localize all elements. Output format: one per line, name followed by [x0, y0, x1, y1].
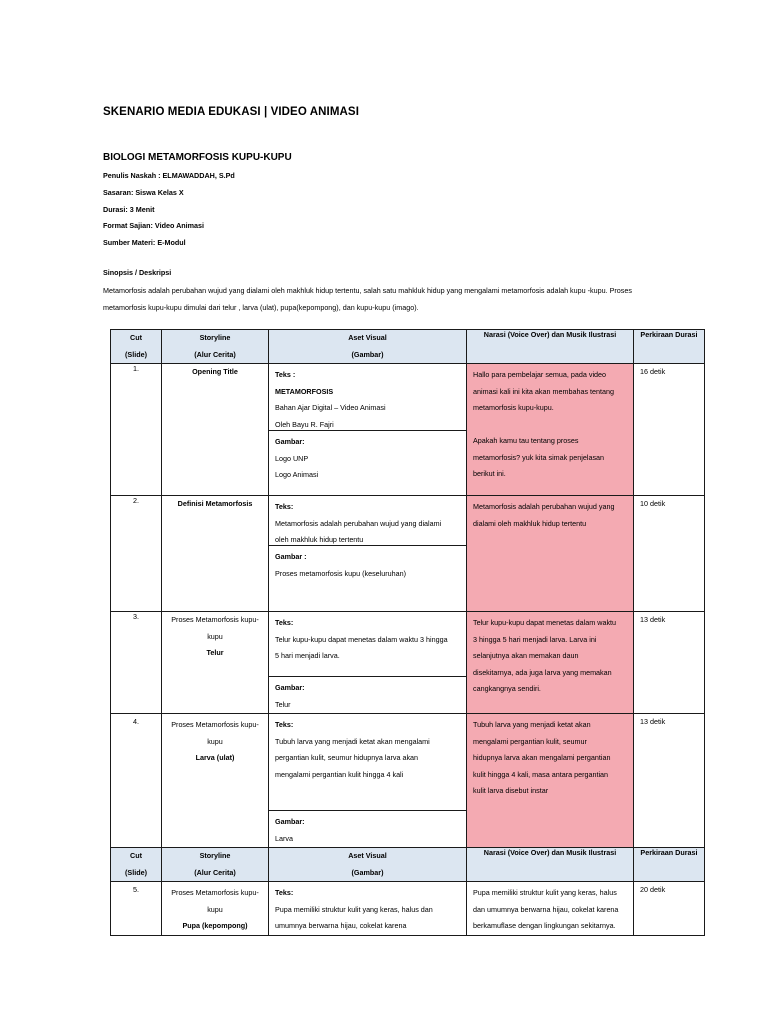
teks-label: Teks : [275, 370, 296, 379]
header-aset-visual: Aset Visual (Gambar) [269, 330, 467, 364]
teks-line: METAMORFOSIS [275, 386, 334, 396]
durasi-cell: 10 detik [634, 496, 705, 612]
header-durasi: Perkiraan Durasi [634, 848, 705, 882]
durasi-cell: 13 detik [634, 714, 705, 848]
narasi-cell: Telur kupu-kupu dapat menetas dalam waktu 3 hingga 5 hari menjadi larva. Larva ini selanjutnya akan memakan daun disekitarnya, ada juga larva yang memakan cangkangnya sendiri. [467, 612, 634, 714]
synopsis-text [103, 283, 663, 316]
header-cut: Cut (Slide) [111, 848, 162, 882]
cut-number: 1. [111, 364, 162, 496]
aset-visual-cell: Teks: Pupa memiliki struktur kulit yang keras, halus dan umumnya berwarna hijau, cokelat karena [269, 882, 467, 936]
header-durasi: Perkiraan Durasi [634, 330, 705, 364]
header-cut: Cut (Slide) [111, 330, 162, 364]
table-row [111, 714, 705, 848]
table-row [111, 364, 705, 496]
cut-number: 5. [111, 882, 162, 936]
gambar-line: Logo Animasi [275, 470, 319, 479]
aset-visual-cell: Teks: Tubuh larva yang menjadi ketat akan mengalami pergantian kulit, seumur hidupnya larva akan mengalami pergantian kulit hingga 4 kali Gambar: Larva [269, 714, 467, 848]
meta-format: Format Sajian: Video Animasi [103, 221, 205, 230]
meta-source: Sumber Materi: E-Modul [103, 238, 186, 247]
durasi-cell: 20 detik [634, 882, 705, 936]
gambar-label: Gambar: [275, 437, 305, 446]
meta-duration: Durasi: 3 Menit [103, 205, 155, 214]
durasi-cell: 16 detik [634, 364, 705, 496]
aset-visual-cell [269, 364, 467, 496]
meta-author: Penulis Naskah : ELMAWADDAH, S.Pd [103, 171, 235, 180]
narasi-cell: Pupa memiliki struktur kulit yang keras, halus dan umumnya berwarna hijau, cokelat karena berkamuflase dengan lingkungan sekitarnya. [467, 882, 634, 936]
storyline-cell: Proses Metamorfosis kupu- kupu Pupa (kepompong) [162, 882, 269, 936]
aset-visual-cell: Teks: Metamorfosis adalah perubahan wujud yang dialami oleh makhluk hidup tertentu Gambar : Proses metamorfosis kupu (keseluruhan) [269, 496, 467, 612]
narasi-cell: Tubuh larva yang menjadi ketat akan mengalami pergantian kulit, seumur hidupnya larva akan mengalami pergantian kulit hingga 4 kali, masa antara pergantian kulit larva disebut instar [467, 714, 634, 848]
teks-line: Oleh Bayu R. Fajri [275, 419, 334, 429]
table-row [111, 496, 705, 612]
header-aset-visual: Aset Visual (Gambar) [269, 848, 467, 882]
storyline-cell: Definisi Metamorfosis [162, 496, 269, 612]
synopsis-line: Metamorfosis adalah perubahan wujud yang dialami oleh makhluk hidup tertentu, salah satu mahkluk hidup yang mengalami metamorfosis adalah kupu -kupu. Proses [103, 286, 632, 295]
header-storyline: Storyline (Alur Cerita) [162, 330, 269, 364]
synopsis-label: Sinopsis / Deskripsi [103, 268, 172, 277]
teks-line: Bahan Ajar Digital – Video Animasi [275, 403, 386, 412]
gambar-line: Logo UNP [275, 453, 309, 463]
header-narasi: Narasi (Voice Over) dan Musik Ilustrasi [467, 848, 634, 882]
storyline-cell: Opening Title [162, 364, 269, 496]
aset-visual-cell: Teks: Telur kupu-kupu dapat menetas dalam waktu 3 hingga 5 hari menjadi larva. Gambar: Telur [269, 612, 467, 714]
synopsis-line: metamorfosis kupu-kupu dimulai dari telur , larva (ulat), pupa(kepompong), dan kupu-kupu (imago). [103, 302, 419, 312]
header-storyline: Storyline (Alur Cerita) [162, 848, 269, 882]
document-subtitle: BIOLOGI METAMORFOSIS KUPU-KUPU [103, 152, 292, 163]
cut-number: 4. [111, 714, 162, 848]
document-title: SKENARIO MEDIA EDUKASI | VIDEO ANIMASI [103, 106, 359, 118]
table-row [111, 612, 705, 714]
header-narasi: Narasi (Voice Over) dan Musik Ilustrasi [467, 330, 634, 364]
narasi-cell: Metamorfosis adalah perubahan wujud yang dialami oleh makhluk hidup tertentu [467, 496, 634, 612]
cut-number: 3. [111, 612, 162, 714]
meta-target: Sasaran: Siswa Kelas X [103, 188, 184, 197]
storyline-cell: Proses Metamorfosis kupu- kupu Larva (ulat) [162, 714, 269, 848]
table-header-row [111, 330, 705, 364]
storyline-cell: Proses Metamorfosis kupu- kupu Telur [162, 612, 269, 714]
narasi-cell: Hallo para pembelajar semua, pada video animasi kali ini kita akan membahas tentang metamorfosis kupu-kupu. Apakah kamu tau tentang proses metamorfosis? yuk kita simak penjelasan berikut ini. [467, 364, 634, 496]
cut-number: 2. [111, 496, 162, 612]
table-row [111, 882, 705, 936]
scenario-table [110, 329, 705, 936]
table-header-row [111, 848, 705, 882]
durasi-cell: 13 detik [634, 612, 705, 714]
